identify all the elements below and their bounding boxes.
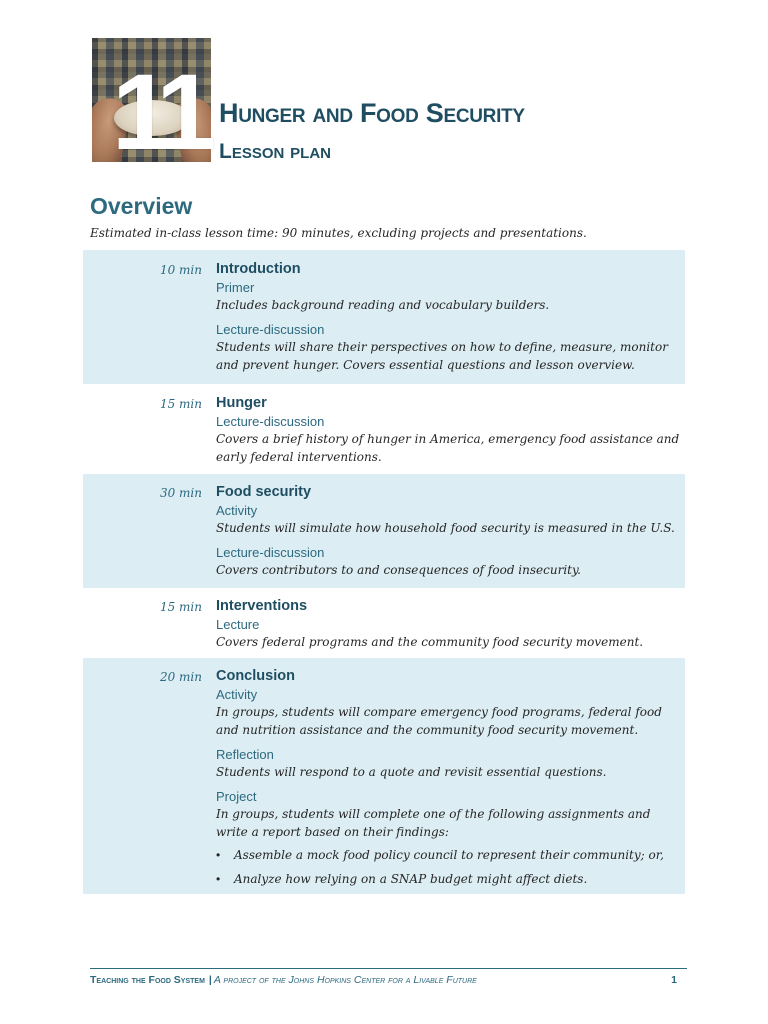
item-description: Covers contributors to and consequences of food insecurity. [216, 563, 581, 577]
schedule-item [216, 321, 685, 374]
schedule-block-content [83, 394, 685, 466]
item-type-label: Primer [216, 280, 255, 295]
lesson-schedule [83, 250, 685, 894]
schedule-item [216, 788, 685, 888]
item-description: Students will share their perspectives on how to define, measure, monitor and prevent hunger. Covers essential questions and lesson overview. [216, 340, 668, 372]
section-title: Conclusion [216, 668, 295, 684]
item-type-label: Project [216, 789, 257, 804]
schedule-block-content [83, 597, 685, 651]
project-options-list [216, 846, 685, 888]
item-description: Covers a brief history of hunger in America, emergency food assistance and early federal interventions. [216, 432, 680, 464]
item-type-label: Lecture-discussion [216, 322, 325, 337]
list-item [216, 846, 685, 864]
schedule-block [83, 384, 685, 474]
bullet-icon: • [216, 872, 221, 886]
item-type-label: Lecture-discussion [216, 545, 325, 560]
section-title: Introduction [216, 261, 301, 277]
schedule-block-content [83, 667, 685, 888]
lesson-number: 11 [111, 51, 207, 172]
item-type-label: Reflection [216, 747, 274, 762]
time-allocation: 10 min [159, 263, 202, 277]
page-footer [90, 973, 687, 987]
overview-time-note: Estimated in-class lesson time: 90 minutes, excluding projects and presentations. [90, 226, 587, 240]
schedule-item [216, 686, 685, 739]
footer-divider [90, 968, 687, 969]
schedule-block [83, 474, 685, 588]
item-type-label: Lecture-discussion [216, 414, 325, 429]
schedule-block [83, 588, 685, 658]
schedule-item [216, 616, 685, 651]
item-description: Covers federal programs and the community food security movement. [216, 635, 644, 649]
list-item-text: Assemble a mock food policy council to represent their community; or, [234, 848, 664, 862]
section-title: Hunger [216, 395, 267, 411]
schedule-block-content [83, 260, 685, 374]
schedule-item [216, 502, 685, 537]
overview-heading: Overview [90, 193, 193, 219]
schedule-item [216, 746, 685, 781]
item-description: Students will respond to a quote and revisit essential questions. [216, 765, 607, 779]
time-allocation: 30 min [159, 486, 202, 500]
schedule-block-content [83, 483, 685, 579]
item-description: Includes background reading and vocabulary builders. [216, 298, 550, 312]
section-title: Interventions [216, 598, 308, 614]
page-number: 1 [671, 974, 677, 986]
list-item [216, 870, 685, 888]
item-type-label: Lecture [216, 617, 260, 632]
list-item-text: Analyze how relying on a SNAP budget might affect diets. [234, 872, 588, 886]
time-allocation: 20 min [159, 670, 202, 684]
footer-series-title: Teaching the Food System [90, 974, 205, 986]
footer-separator: | [208, 974, 212, 986]
item-description: In groups, students will complete one of the following assignments and write a report based on their findings: [216, 807, 651, 839]
schedule-block [83, 658, 685, 894]
footer-tagline: A project of the Johns Hopkins Center for a Livable Future [213, 974, 477, 986]
section-title: Food security [216, 484, 312, 500]
item-description: In groups, students will compare emergency food programs, federal food and nutrition assistance and the community food security movement. [216, 705, 662, 737]
schedule-item [216, 279, 685, 314]
schedule-item [216, 544, 685, 579]
schedule-item [216, 413, 685, 466]
time-allocation: 15 min [159, 600, 202, 614]
bullet-icon: • [216, 848, 221, 862]
time-allocation: 15 min [159, 397, 202, 411]
item-description: Students will simulate how household food security is measured in the U.S. [216, 521, 675, 535]
lesson-subtitle: Lesson plan [219, 140, 332, 163]
lesson-title: Hunger and Food Security [219, 98, 525, 128]
schedule-block [83, 250, 685, 384]
item-type-label: Activity [216, 687, 258, 702]
item-type-label: Activity [216, 503, 258, 518]
